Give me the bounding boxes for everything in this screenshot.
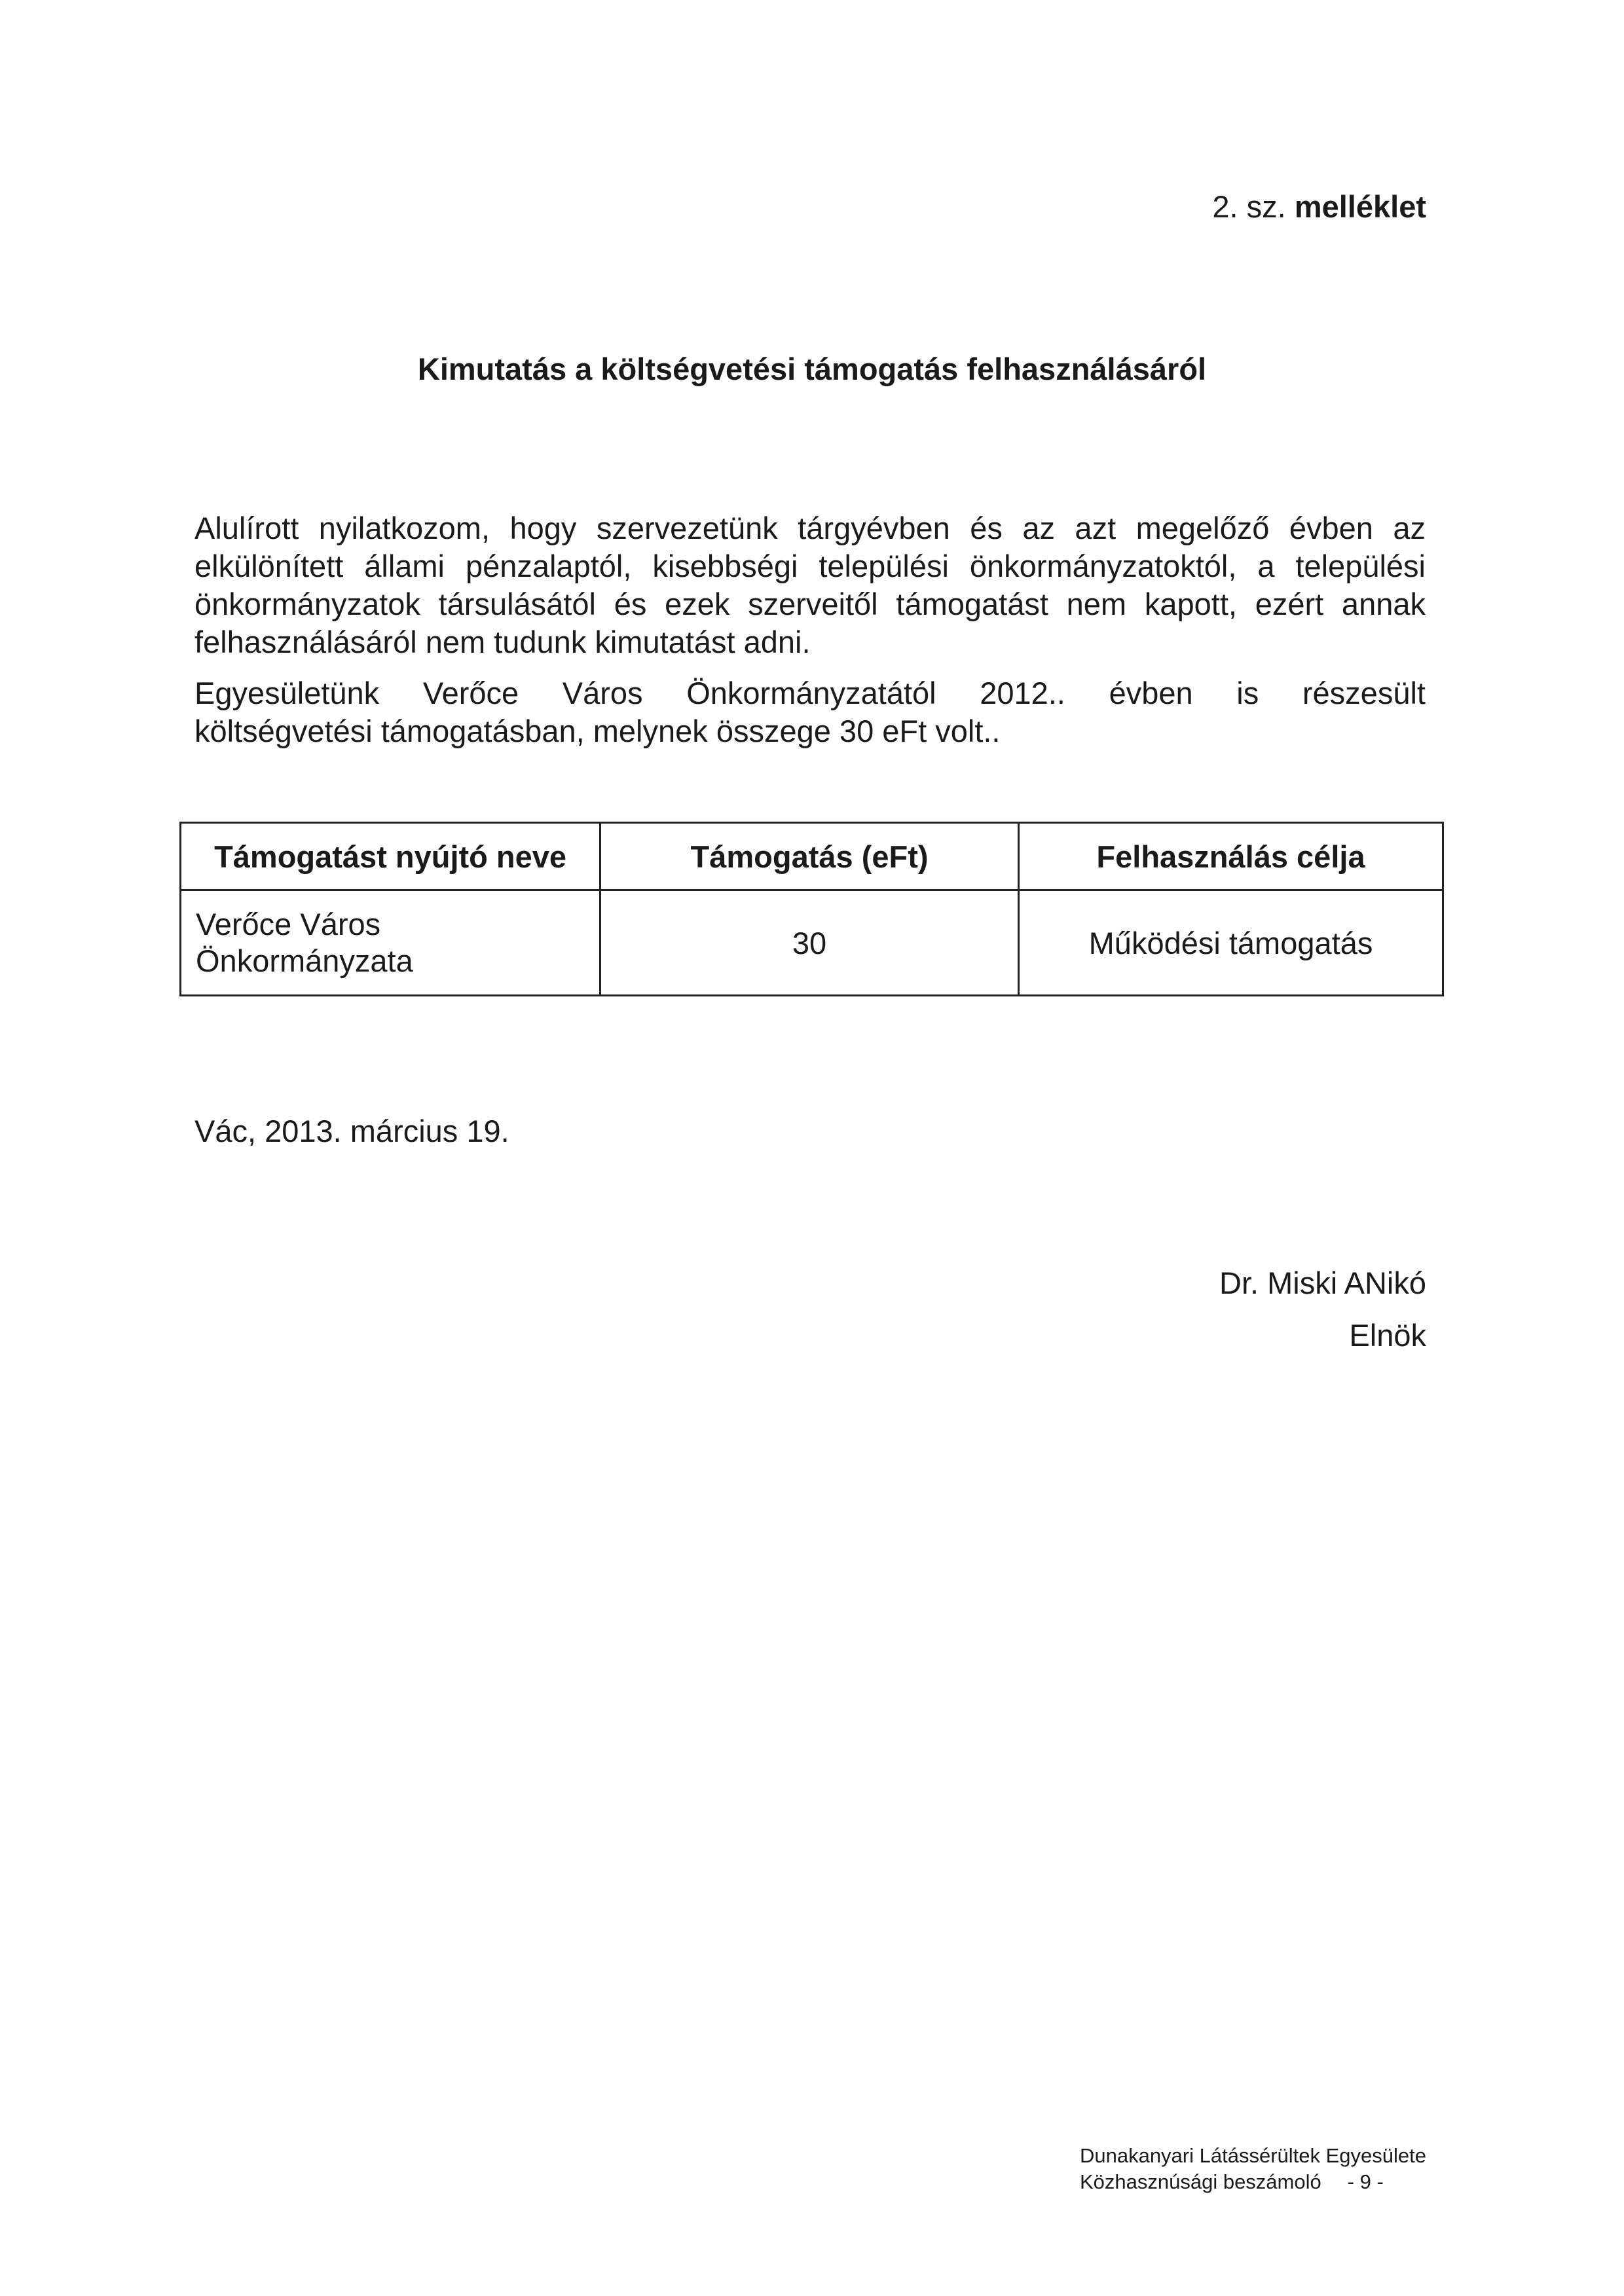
table-row [181,890,1443,996]
paragraph-word: Önkormányzatától [686,676,936,710]
support-table [179,822,1444,996]
header-provider-name: Támogatást nyújtó neve [181,823,600,890]
document-title: Kimutatás a költségvetési támogatás felhasználásáról [417,352,1207,386]
footer-row [1080,2169,1426,2195]
support-paragraph-line1 [194,674,1426,712]
paragraph-word: Verőce [422,676,519,710]
table-header-row [181,823,1443,890]
header-purpose: Felhasználás célja [1018,823,1443,890]
provider-line: Verőce Város [196,907,381,941]
footer-report-title: Közhasznúsági beszámoló [1079,2170,1321,2193]
paragraph-word: évben [1109,676,1193,710]
page-number: - 9 - [1347,2170,1384,2193]
cell-amount: 30 [600,890,1019,996]
annex-label [1212,189,1426,225]
paragraph-word: Város [562,676,643,710]
place-date: Vác, 2013. március 19. [194,1114,509,1148]
signature-block [1219,1257,1426,1362]
cell-purpose: Működési támogatás [1018,890,1443,996]
signatory-name: Dr. Miski ANikó [1219,1266,1426,1300]
annex-number: 2. sz. [1212,189,1286,224]
paragraph-word: 2012.. [980,676,1065,710]
provider-line: Önkormányzata [196,943,413,978]
footer-organization: Dunakanyari Látássérültek Egyesülete [1079,2144,1426,2167]
cell-provider-name [181,890,600,996]
signatory-role: Elnök [1349,1318,1426,1353]
page-footer [1080,2143,1426,2195]
paragraph-word: részesült [1302,676,1426,710]
annex-word: melléklet [1294,189,1426,224]
support-paragraph-line2: költségvetési támogatásban, melynek összege 30 eFt volt.. [194,714,1001,748]
paragraph-word: Egyesületünk [194,676,380,710]
declaration-paragraph: Alulírott nyilatkozom, hogy szervezetünk tárgyévben és az azt megelőző évben az elkülönített állami pénzalaptól, kisebbségi települési önkormányzatoktól, a települési önkormányzatok társulásától és ezek szerveitől támogatást nem kapott, ezért annak felhasználásáról nem tudunk kimutatást adni. [194,511,1426,659]
header-amount: Támogatás (eFt) [600,823,1019,890]
paragraph-word: is [1236,676,1259,710]
support-paragraph [194,674,1426,750]
